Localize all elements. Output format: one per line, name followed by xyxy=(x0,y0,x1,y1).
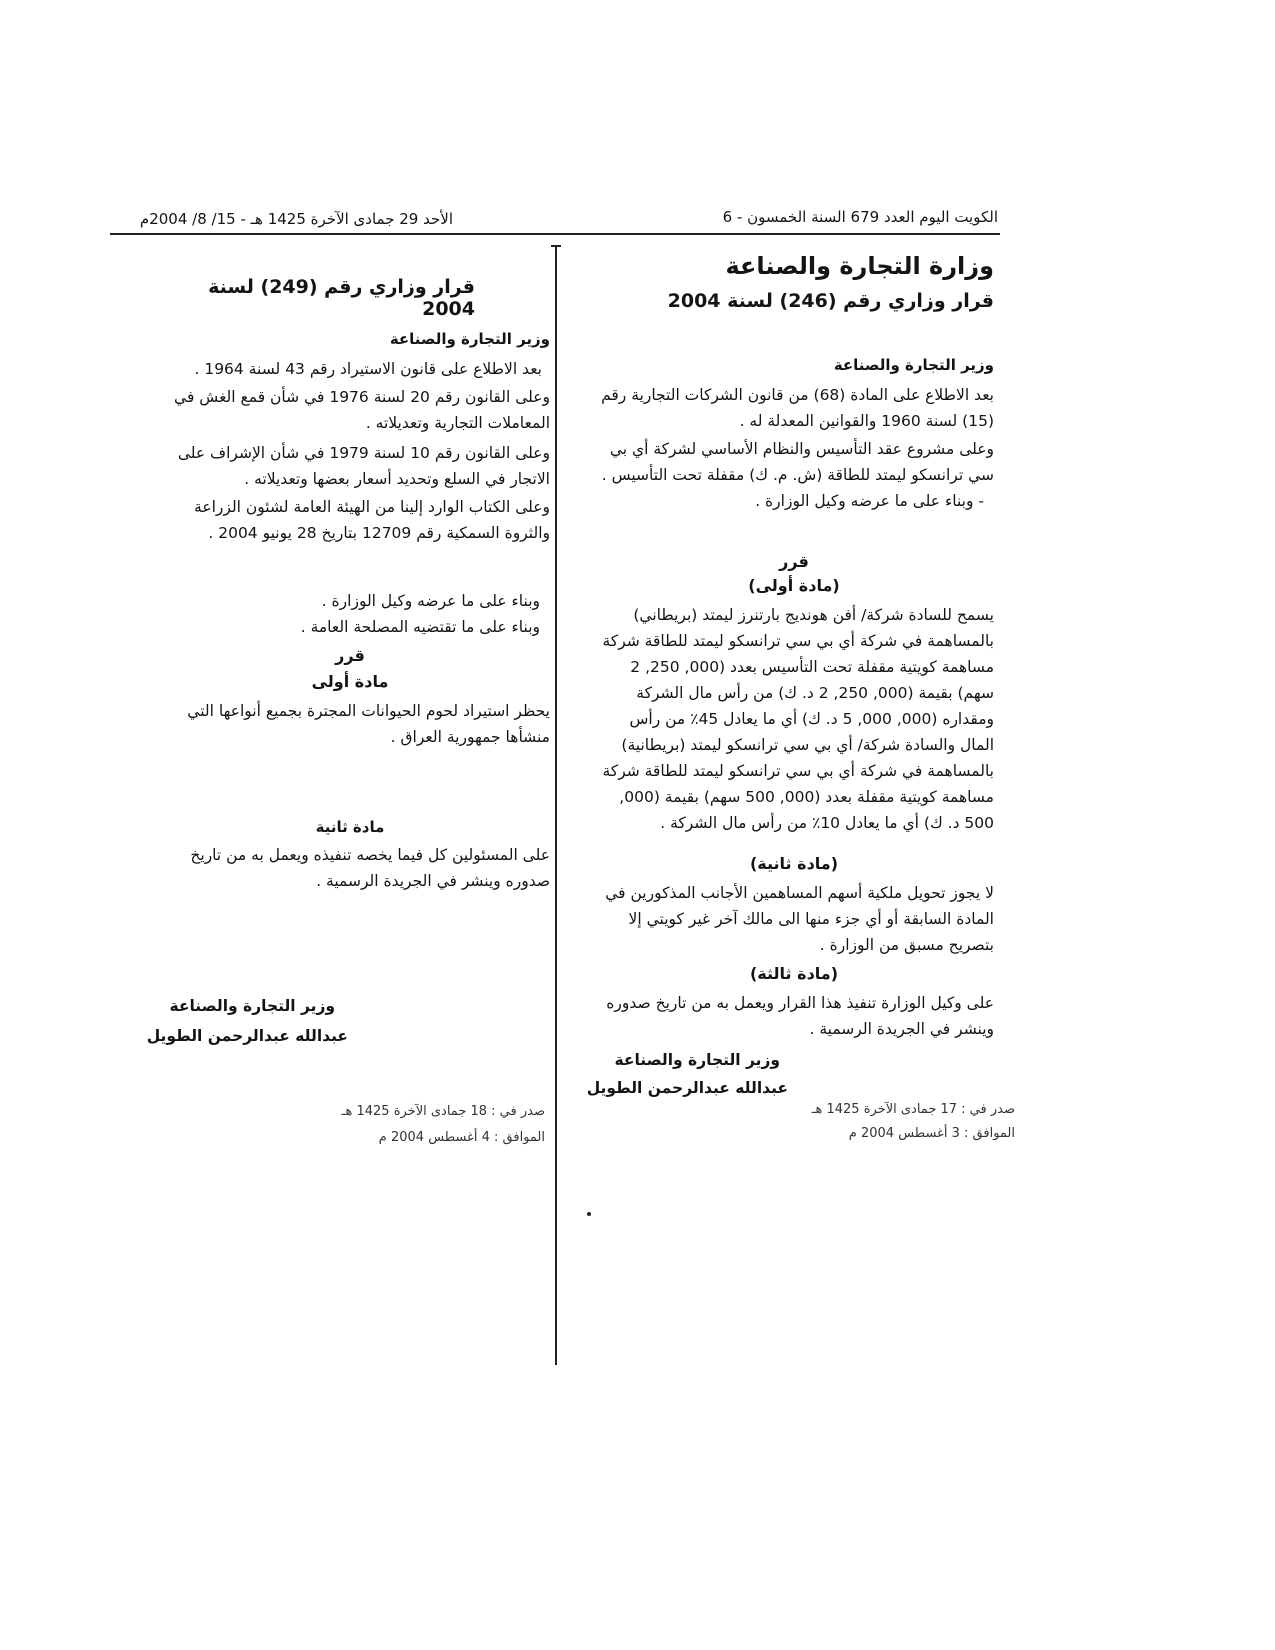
decision-246-minister: وزير التجارة والصناعة xyxy=(833,356,994,374)
decision-246-article2-title: (مادة ثانية) xyxy=(749,854,839,873)
preamble-item: وعلى القانون رقم 10 لسنة 1979 في شأن الإشراف على الاتجار في السلع وتحديد أسعار بعضها وتعديلاته . xyxy=(177,444,550,488)
decision-249-article2: على المسئولين كل فيما يخصه تنفيذه ويعمل به من تاريخ صدوره وينشر في الجريدة الرسمية . xyxy=(190,846,550,890)
decision-246-issued-on: صدر في : 17 جمادى الآخرة 1425 هـ xyxy=(811,1102,1015,1117)
decision-249-article1-title: مادة أولى xyxy=(311,672,389,691)
decision-249-article2-title: مادة ثانية xyxy=(315,818,385,836)
decision-246-title: قرار وزاري رقم (246) لسنة 2004 xyxy=(667,290,994,312)
preamble-item: بعد الاطلاع على قانون الاستيراد رقم 43 لسنة 1964 . xyxy=(194,360,542,378)
preamble-item: وعلى الكتاب الوارد إلينا من الهيئة العامة لشئون الزراعة والثروة السمكية رقم 12709 بتاريخ 28 يونيو 2004 . xyxy=(194,498,550,542)
decision-249-issued-on: صدر في : 18 جمادى الآخرة 1425 هـ xyxy=(341,1104,545,1119)
decision-249-article1: يحظر استيراد لحوم الحيوانات المجترة بجميع أنواعها التي منشأها جمهورية العراق . xyxy=(187,702,550,746)
preamble-item: وعلى مشروع عقد التأسيس والنظام الأساسي لشركة أي بي سي ترانسكو ليمتد للطاقة (ش. م. ك) مقفلة تحت التأسيس . xyxy=(601,440,994,484)
page-header-right: الكويت اليوم العدد 679 السنة الخمسون - 6 xyxy=(722,208,998,226)
decision-246-article1: يسمح للسادة شركة/ أفن هونديج بارتنرز ليمتد (بريطاني) بالمساهمة في شركة أي بي سي ترانسكو ليمتد للطاقة شركة مساهمة كويتية مقفلة تحت التأسيس بعدد (000, 250, 2 سهم) بقيمة (000, 250, 2 د. ك) من رأس مال الشركة ومقداره (000, 000, 5 د. ك) أي ما يعادل 45٪ من رأس المال والسادة شركة/ أي بي سي ترانسكو ليمتد (بريطانية) بالمساهمة في شركة أي بي سي ترانسكو ليمتد للطاقة شركة مساهمة كويتية مقفلة بعدد (000, 500 سهم) بقيمة (000, 500 د. ك) أي ما يعادل 10٪ من رأس مال الشركة . xyxy=(602,606,994,832)
decision-249-decided: قرر xyxy=(335,646,365,665)
decision-249-signature-name: عبدالله عبدالرحمن الطويل xyxy=(146,1027,348,1045)
page-header-left: الأحد 29 جمادى الآخرة 1425 هـ - 15/ 8/ 2004م xyxy=(139,210,453,228)
decision-246-decided: قرر xyxy=(779,552,809,571)
decision-246-signature-title: وزير التجارة والصناعة xyxy=(614,1051,780,1069)
header-rule xyxy=(110,233,1000,235)
decision-246-preamble xyxy=(594,382,994,514)
decision-249-preamble xyxy=(150,356,550,546)
decision-246-signature-name: عبدالله عبدالرحمن الطويل xyxy=(586,1079,788,1097)
decision-246-article3: على وكيل الوزارة تنفيذ هذا القرار ويعمل به من تاريخ صدوره وينشر في الجريدة الرسمية . xyxy=(606,994,994,1038)
reason-item: وبناء على ما تقتضيه المصلحة العامة . xyxy=(300,618,540,636)
decision-249-reasons xyxy=(150,588,550,640)
decision-246-article1-title: (مادة أولى) xyxy=(748,576,840,595)
decision-249-minister: وزير التجارة والصناعة xyxy=(389,330,550,348)
preamble-item: - وبناء على ما عرضه وكيل الوزارة . xyxy=(755,492,984,510)
decision-249-title: قرار وزاري رقم (249) لسنة 2004 xyxy=(208,276,475,320)
column-divider xyxy=(555,245,557,1365)
decision-246-article3-title: (مادة ثالثة) xyxy=(749,964,839,983)
decision-249-corresponding-date: الموافق : 4 أغسطس 2004 م xyxy=(378,1130,545,1145)
decision-246-article2: لا يجوز تحويل ملكية أسهم المساهمين الأجانب المذكورين في المادة السابقة أو أي جزء منها الى مالك آخر غير كويتي إلا بتصريح مسبق من الوزارة . xyxy=(605,884,994,954)
decision-249-signature-title: وزير التجارة والصناعة xyxy=(169,997,335,1015)
ministry-heading: وزارة التجارة والصناعة xyxy=(725,252,994,280)
divider-dot xyxy=(587,1212,591,1216)
reason-item: وبناء على ما عرضه وكيل الوزارة . xyxy=(321,592,540,610)
decision-246-corresponding-date: الموافق : 3 أغسطس 2004 م xyxy=(848,1126,1015,1141)
preamble-item: بعد الاطلاع على المادة (68) من قانون الشركات التجارية رقم (15) لسنة 1960 والقوانين المعدلة له . xyxy=(601,386,994,430)
preamble-item: وعلى القانون رقم 20 لسنة 1976 في شأن قمع الغش في المعاملات التجارية وتعديلاته . xyxy=(174,388,550,432)
